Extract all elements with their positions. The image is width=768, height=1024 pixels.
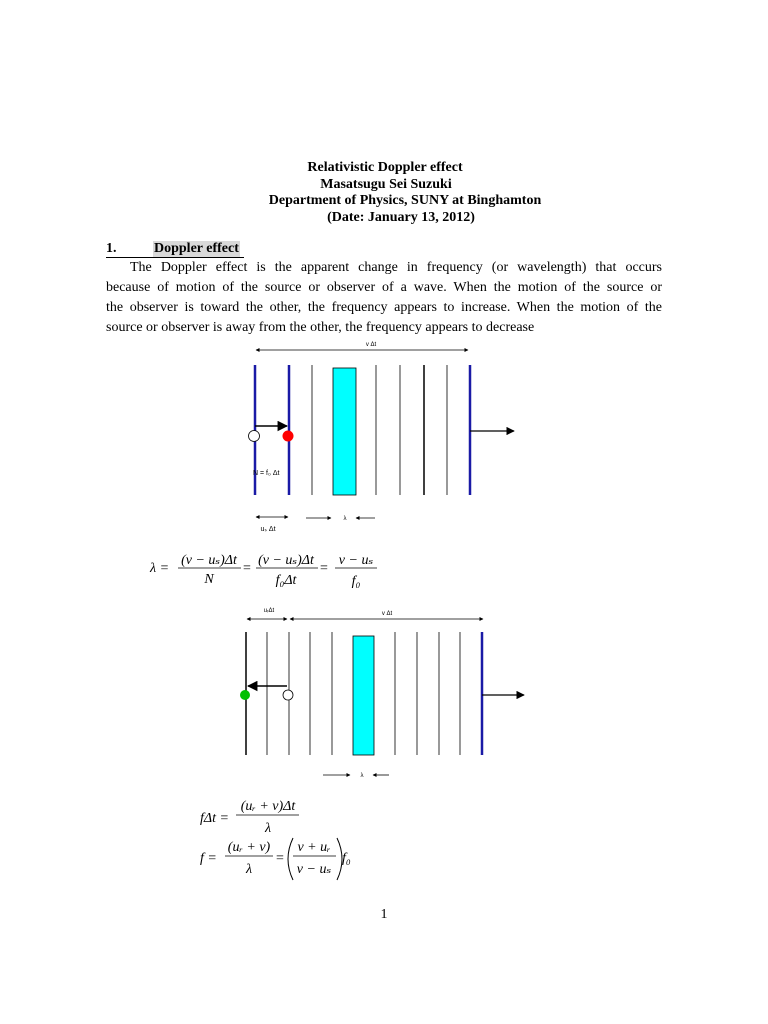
affiliation: Department of Physics, SUNY at Binghamton — [268, 193, 542, 208]
document-title: Relativistic Doppler effect — [307, 160, 463, 175]
left-paren — [288, 838, 293, 880]
label-lambda: λ — [360, 773, 364, 779]
eq3-den1: λ — [245, 862, 253, 877]
label-lambda: λ — [343, 516, 347, 522]
section-title: Doppler effect — [154, 241, 239, 256]
source-initial-position — [249, 431, 260, 442]
label-vdt: v Δt — [381, 611, 393, 617]
document-date: (Date: January 13, 2012) — [327, 209, 475, 225]
eq1-den2: f₀Δt — [275, 573, 297, 588]
eq3-lhs: f = — [200, 851, 217, 866]
author-name: Masatsugu Sei Suzuki — [320, 176, 452, 192]
paragraph-line: source or observer is away from the other, the frequency appears to decrease — [106, 320, 535, 335]
section-number: 1. — [106, 241, 117, 256]
equation-f-delta-t — [200, 799, 299, 836]
eq1-den1: N — [204, 572, 214, 587]
page-number: 1 — [380, 907, 388, 922]
figure-1-source-moving — [249, 342, 515, 533]
paragraph-line: the observer is toward the other, the frequency appears to increase. When the motion of the — [106, 300, 662, 315]
eq1-num1: (v − uₛ)Δt — [181, 553, 237, 568]
equation-wavelength — [149, 553, 377, 589]
equation-frequency — [200, 838, 351, 880]
label-vdt: v Δt — [365, 342, 377, 348]
eq2-lhs: fΔt = — [200, 811, 229, 826]
label-urdt: uᵣΔt — [263, 608, 275, 614]
figure-2-observer-moving — [240, 608, 524, 779]
eq3-den2: v − uₛ — [296, 862, 332, 877]
eq1-equals: = — [243, 561, 251, 576]
wavelength-slab — [353, 636, 374, 755]
eq3-num1: (uᵣ + v) — [227, 840, 271, 855]
label-usdt: uₛ Δt — [260, 526, 276, 533]
eq1-equals: = — [320, 561, 328, 576]
eq2-den: λ — [264, 821, 272, 836]
eq2-num: (uᵣ + v)Δt — [240, 799, 296, 814]
eq1-den3: f₀ — [351, 574, 361, 589]
eq1-num2: (v − uₛ)Δt — [258, 553, 314, 568]
eq3-num2: v + uᵣ — [297, 840, 331, 855]
paragraph-line: because of motion of the source or observer of a wave. When the motion of the source or — [106, 280, 662, 295]
observer-current-position — [240, 690, 250, 700]
eq3-tail: f₀ — [342, 851, 351, 866]
eq1-num3: v − uₛ — [338, 553, 374, 568]
eq1-lhs: λ = — [150, 561, 170, 576]
label-N: N = f₀ Δt — [253, 470, 280, 477]
eq3-equals: = — [276, 851, 284, 866]
wavelength-slab — [333, 368, 356, 495]
paragraph-line: The Doppler effect is the apparent change in frequency (or wavelength) that occurs — [130, 260, 662, 275]
source-current-position — [283, 431, 294, 442]
observer-initial-position — [283, 690, 293, 700]
